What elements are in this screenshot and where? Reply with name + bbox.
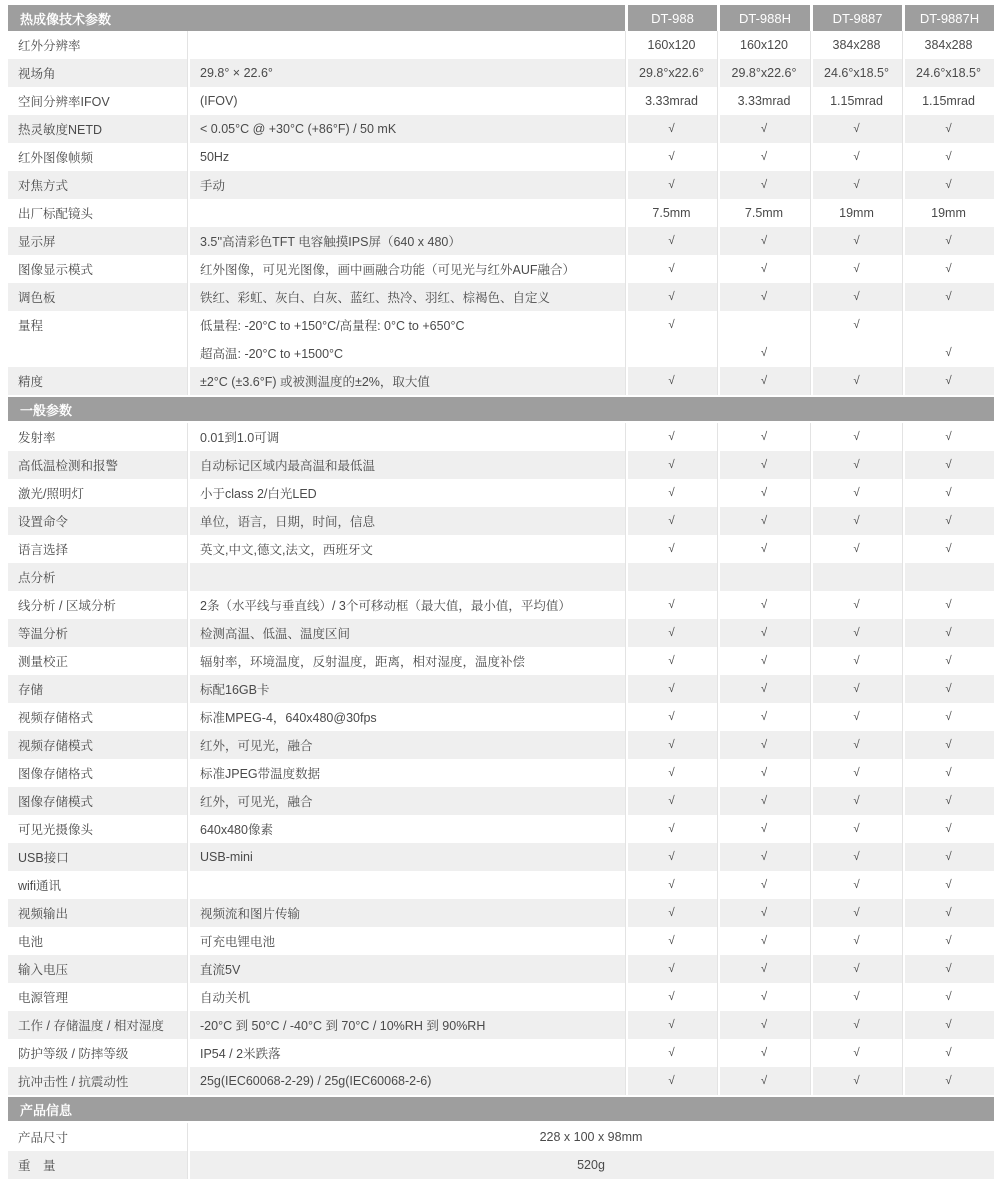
check-cell: √	[625, 983, 717, 1011]
row-desc: -20°C 到 50°C / -40°C 到 70°C / 10%RH 到 90%RH	[187, 1011, 625, 1039]
check-cell: √	[625, 619, 717, 647]
check-cell: √	[810, 535, 902, 563]
check-cell: √	[810, 703, 902, 731]
row-label: 对焦方式	[8, 171, 187, 199]
row-desc	[187, 31, 625, 59]
model-value-cell: 160x120	[625, 31, 717, 59]
row-desc: 自动标记区域内最高温和最低温	[187, 451, 625, 479]
check-cell: √	[717, 143, 810, 171]
row-desc: IP54 / 2米跌落	[187, 1039, 625, 1067]
model-column-header: DT-988H	[717, 5, 810, 31]
check-cell: √	[902, 759, 994, 787]
table-row	[8, 815, 994, 843]
spec-table	[8, 5, 994, 1179]
check-cell: √	[810, 843, 902, 871]
row-label	[8, 311, 187, 367]
model-value-cell: 7.5mm	[625, 199, 717, 227]
row-desc: (IFOV)	[187, 87, 625, 115]
check-cell: √	[902, 367, 994, 395]
table-row	[8, 1011, 994, 1039]
table-row	[8, 703, 994, 731]
table-row	[8, 367, 994, 395]
row-label: 防护等级 / 防摔等级	[8, 1039, 187, 1067]
check-cell: √	[902, 451, 994, 479]
check-cell: √	[902, 479, 994, 507]
check-cell: √	[717, 843, 810, 871]
check-cell: √	[717, 647, 810, 675]
check-cell: √	[717, 1067, 810, 1095]
model-value-cell	[902, 563, 994, 591]
row-desc: 辐射率，环境温度，反射温度，距离，相对湿度，温度补偿	[187, 647, 625, 675]
check-cell: √	[717, 983, 810, 1011]
row-label: 语言选择	[8, 535, 187, 563]
check-cell: √	[717, 115, 810, 143]
row-label: 显示屏	[8, 227, 187, 255]
row-label: 重 量	[8, 1151, 187, 1179]
check-cell: √	[810, 451, 902, 479]
check-cell: √	[717, 871, 810, 899]
check-cell: √	[902, 731, 994, 759]
check-cell: √	[625, 227, 717, 255]
check-cell: √	[810, 815, 902, 843]
row-label: 电源管理	[8, 983, 187, 1011]
check-cell: √	[625, 871, 717, 899]
check-cell: √	[902, 507, 994, 535]
merged-value-cell: 520g	[187, 1151, 994, 1179]
table-row	[8, 731, 994, 759]
check-cell: √	[625, 647, 717, 675]
model-value-cell: 7.5mm	[717, 199, 810, 227]
check-cell: √	[902, 703, 994, 731]
row-desc: 0.01到1.0可调	[187, 423, 625, 451]
check-cell: √	[902, 283, 994, 311]
check-cell: √	[625, 143, 717, 171]
check-cell: √	[717, 787, 810, 815]
check-cell: √	[717, 675, 810, 703]
model-value-cell: 1.15mrad	[810, 87, 902, 115]
table-row	[8, 311, 994, 367]
row-desc: 单位，语言，日期，时间，信息	[187, 507, 625, 535]
check-cell: √	[717, 479, 810, 507]
row-label: USB接口	[8, 843, 187, 871]
table-row	[8, 843, 994, 871]
row-desc: 自动关机	[187, 983, 625, 1011]
model-value-cell: 1.15mrad	[902, 87, 994, 115]
section-header: 一般参数	[8, 395, 994, 423]
check-cell: √	[717, 731, 810, 759]
check-cell: √	[902, 675, 994, 703]
check-cell	[717, 311, 810, 367]
row-label: 视频输出	[8, 899, 187, 927]
row-label: 图像显示模式	[8, 255, 187, 283]
model-value-cell	[717, 563, 810, 591]
row-label: 等温分析	[8, 619, 187, 647]
check-cell: √	[810, 171, 902, 199]
check-cell: √	[625, 815, 717, 843]
check-cell: √	[810, 591, 902, 619]
check-cell: √	[810, 927, 902, 955]
table-header-row	[8, 5, 994, 31]
table-row	[8, 87, 994, 115]
check-cell: √	[717, 367, 810, 395]
check-cell: √	[625, 115, 717, 143]
table-row	[8, 507, 994, 535]
row-label: 图像存储模式	[8, 787, 187, 815]
row-desc: 2条（水平线与垂直线）/ 3个可移动框（最大值，最小值，平均值）	[187, 591, 625, 619]
row-desc-line: 低量程: -20°C to +150°C/高量程: 0°C to +650°C	[200, 319, 465, 333]
check-cell: √	[810, 367, 902, 395]
check-cell: √	[717, 955, 810, 983]
check-cell: √	[717, 227, 810, 255]
check-cell: √	[625, 1011, 717, 1039]
check-mark	[903, 311, 994, 339]
check-cell: √	[717, 619, 810, 647]
check-cell: √	[717, 507, 810, 535]
row-desc: 3.5''高清彩色TFT 电容触摸IPS屏（640 x 480）	[187, 227, 625, 255]
check-cell: √	[625, 1067, 717, 1095]
row-label: 线分析 / 区域分析	[8, 591, 187, 619]
row-desc: 标配16GB卡	[187, 675, 625, 703]
model-value-cell: 3.33mrad	[625, 87, 717, 115]
merged-value-cell: 228 x 100 x 98mm	[187, 1123, 994, 1151]
check-cell: √	[810, 675, 902, 703]
check-cell: √	[625, 927, 717, 955]
row-label: 发射率	[8, 423, 187, 451]
check-cell: √	[902, 171, 994, 199]
check-cell: √	[810, 115, 902, 143]
check-cell: √	[902, 227, 994, 255]
table-row	[8, 227, 994, 255]
check-cell: √	[810, 619, 902, 647]
table-row	[8, 1123, 994, 1151]
model-value-cell: 160x120	[717, 31, 810, 59]
model-column-header: DT-988	[625, 5, 717, 31]
check-cell: √	[717, 703, 810, 731]
check-cell	[810, 311, 902, 367]
check-cell: √	[810, 647, 902, 675]
table-row	[8, 871, 994, 899]
check-cell: √	[810, 871, 902, 899]
row-desc: 标准MPEG-4，640x480@30fps	[187, 703, 625, 731]
check-cell: √	[717, 283, 810, 311]
row-label: 视频存储模式	[8, 731, 187, 759]
check-cell: √	[902, 423, 994, 451]
row-desc: 29.8° × 22.6°	[187, 59, 625, 87]
row-label: 热灵敏度NETD	[8, 115, 187, 143]
check-cell: √	[625, 283, 717, 311]
row-label: 精度	[8, 367, 187, 395]
check-cell: √	[902, 843, 994, 871]
check-cell: √	[902, 255, 994, 283]
model-value-cell: 19mm	[902, 199, 994, 227]
check-cell: √	[717, 1039, 810, 1067]
check-cell: √	[625, 703, 717, 731]
row-desc: 检测高温、低温、温度区间	[187, 619, 625, 647]
table-row	[8, 479, 994, 507]
model-value-cell: 24.6°x18.5°	[902, 59, 994, 87]
row-desc: 视频流和图片传输	[187, 899, 625, 927]
check-cell: √	[810, 1067, 902, 1095]
row-label: 抗冲击性 / 抗震动性	[8, 1067, 187, 1095]
table-row	[8, 1039, 994, 1067]
check-cell: √	[810, 983, 902, 1011]
check-cell: √	[625, 423, 717, 451]
row-desc: 铁红、彩虹、灰白、白灰、蓝红、热冷、羽红、棕褐色、自定义	[187, 283, 625, 311]
check-cell: √	[717, 451, 810, 479]
table-row	[8, 31, 994, 59]
row-label: 输入电压	[8, 955, 187, 983]
table-title: 热成像技术参数	[8, 5, 625, 31]
check-mark: √	[945, 347, 952, 359]
model-value-cell: 29.8°x22.6°	[717, 59, 810, 87]
check-cell: √	[810, 731, 902, 759]
check-cell: √	[902, 115, 994, 143]
check-cell: √	[902, 983, 994, 1011]
model-value-cell	[810, 563, 902, 591]
row-label: 视频存储格式	[8, 703, 187, 731]
table-row	[8, 1067, 994, 1095]
check-cell: √	[810, 283, 902, 311]
row-label: wifi通讯	[8, 871, 187, 899]
row-label: 测量校正	[8, 647, 187, 675]
check-cell: √	[902, 1011, 994, 1039]
table-row	[8, 983, 994, 1011]
model-value-cell: 24.6°x18.5°	[810, 59, 902, 87]
check-cell: √	[810, 1039, 902, 1067]
model-column-header: DT-9887	[810, 5, 902, 31]
check-cell: √	[717, 759, 810, 787]
row-label: 红外图像帧频	[8, 143, 187, 171]
row-label: 设置命令	[8, 507, 187, 535]
check-cell: √	[902, 1039, 994, 1067]
check-cell: √	[810, 759, 902, 787]
row-desc	[187, 311, 625, 367]
check-cell: √	[902, 815, 994, 843]
table-row	[8, 1151, 994, 1179]
table-row	[8, 675, 994, 703]
section-header: 产品信息	[8, 1095, 994, 1123]
check-cell: √	[625, 591, 717, 619]
check-cell: √	[810, 899, 902, 927]
check-mark: √	[760, 347, 768, 359]
model-value-cell: 384x288	[902, 31, 994, 59]
check-cell: √	[717, 927, 810, 955]
check-cell: √	[717, 423, 810, 451]
row-label: 可见光摄像头	[8, 815, 187, 843]
check-mark	[626, 339, 717, 367]
model-value-cell: 29.8°x22.6°	[625, 59, 717, 87]
model-value-cell: 19mm	[810, 199, 902, 227]
check-cell: √	[625, 759, 717, 787]
check-cell: √	[810, 1011, 902, 1039]
check-cell: √	[810, 955, 902, 983]
row-desc: USB-mini	[187, 843, 625, 871]
check-cell: √	[625, 535, 717, 563]
check-cell: √	[902, 787, 994, 815]
table-row	[8, 759, 994, 787]
row-label: 点分析	[8, 563, 187, 591]
row-desc: 640x480像素	[187, 815, 625, 843]
check-cell: √	[625, 255, 717, 283]
check-cell: √	[902, 871, 994, 899]
table-row	[8, 647, 994, 675]
table-row	[8, 171, 994, 199]
model-value-cell	[625, 563, 717, 591]
model-column-header: DT-9887H	[902, 5, 994, 31]
check-cell: √	[902, 899, 994, 927]
row-label: 空间分辨率IFOV	[8, 87, 187, 115]
check-cell: √	[625, 899, 717, 927]
row-label: 存储	[8, 675, 187, 703]
table-row	[8, 535, 994, 563]
table-row	[8, 143, 994, 171]
row-desc: 红外，可见光，融合	[187, 787, 625, 815]
table-row	[8, 563, 994, 591]
table-row	[8, 927, 994, 955]
check-cell: √	[902, 535, 994, 563]
row-desc: < 0.05°C @ +30°C (+86°F) / 50 mK	[187, 115, 625, 143]
row-label: 红外分辨率	[8, 31, 187, 59]
check-cell: √	[717, 255, 810, 283]
row-desc: 可充电锂电池	[187, 927, 625, 955]
row-desc: 小于class 2/白光LED	[187, 479, 625, 507]
table-row	[8, 955, 994, 983]
table-row	[8, 423, 994, 451]
row-desc: 红外图像，可见光图像，画中画融合功能（可见光与红外AUF融合）	[187, 255, 625, 283]
row-label: 出厂标配镜头	[8, 199, 187, 227]
check-cell: √	[902, 619, 994, 647]
table-row	[8, 591, 994, 619]
check-cell: √	[717, 899, 810, 927]
check-cell: √	[902, 143, 994, 171]
row-desc: 直流5V	[187, 955, 625, 983]
row-desc: ±2°C (±3.6°F) 或被测温度的±2%，取大值	[187, 367, 625, 395]
row-desc: 英文,中文,德文,法文，西班牙文	[187, 535, 625, 563]
check-cell: √	[717, 815, 810, 843]
check-cell: √	[625, 787, 717, 815]
check-cell: √	[810, 787, 902, 815]
table-row	[8, 115, 994, 143]
check-cell	[625, 311, 717, 367]
check-cell: √	[625, 843, 717, 871]
check-cell: √	[810, 479, 902, 507]
table-row	[8, 199, 994, 227]
check-cell: √	[625, 451, 717, 479]
row-label: 图像存储格式	[8, 759, 187, 787]
row-label: 视场角	[8, 59, 187, 87]
check-cell: √	[902, 955, 994, 983]
check-cell: √	[717, 535, 810, 563]
check-cell: √	[625, 171, 717, 199]
table-row	[8, 451, 994, 479]
check-cell: √	[902, 591, 994, 619]
check-cell: √	[902, 1067, 994, 1095]
row-desc-line: 超高温: -20°C to +1500°C	[200, 347, 344, 361]
row-desc: 标准JPEG带温度数据	[187, 759, 625, 787]
row-label: 高低温检测和报警	[8, 451, 187, 479]
row-label: 产品尺寸	[8, 1123, 187, 1151]
check-cell: √	[810, 255, 902, 283]
check-cell: √	[810, 423, 902, 451]
check-cell: √	[717, 1011, 810, 1039]
check-mark	[811, 339, 902, 367]
check-mark	[718, 311, 810, 339]
model-value-cell: 3.33mrad	[717, 87, 810, 115]
check-cell: √	[717, 591, 810, 619]
row-label-text: 量程	[18, 319, 44, 333]
table-row	[8, 59, 994, 87]
check-cell: √	[810, 507, 902, 535]
check-cell: √	[625, 955, 717, 983]
row-desc	[187, 871, 625, 899]
check-cell	[902, 311, 994, 367]
check-cell: √	[625, 479, 717, 507]
check-cell: √	[902, 647, 994, 675]
check-cell: √	[810, 227, 902, 255]
table-body	[8, 31, 994, 1179]
check-cell: √	[810, 143, 902, 171]
table-row	[8, 283, 994, 311]
row-desc: 红外，可见光，融合	[187, 731, 625, 759]
table-row	[8, 619, 994, 647]
row-label: 电池	[8, 927, 187, 955]
check-cell: √	[902, 927, 994, 955]
table-row	[8, 255, 994, 283]
table-row	[8, 787, 994, 815]
row-desc	[187, 563, 625, 591]
model-value-cell: 384x288	[810, 31, 902, 59]
row-desc: 25g(IEC60068-2-29) / 25g(IEC60068-2-6)	[187, 1067, 625, 1095]
check-cell: √	[625, 507, 717, 535]
row-desc: 手动	[187, 171, 625, 199]
table-row	[8, 899, 994, 927]
row-label: 调色板	[8, 283, 187, 311]
row-desc: 50Hz	[187, 143, 625, 171]
check-mark: √	[853, 319, 860, 331]
check-mark: √	[668, 319, 675, 331]
check-cell: √	[625, 731, 717, 759]
row-label: 激光/照明灯	[8, 479, 187, 507]
check-cell: √	[625, 367, 717, 395]
check-cell: √	[625, 1039, 717, 1067]
check-cell: √	[625, 675, 717, 703]
row-desc	[187, 199, 625, 227]
row-label: 工作 / 存储温度 / 相对湿度	[8, 1011, 187, 1039]
check-cell: √	[717, 171, 810, 199]
